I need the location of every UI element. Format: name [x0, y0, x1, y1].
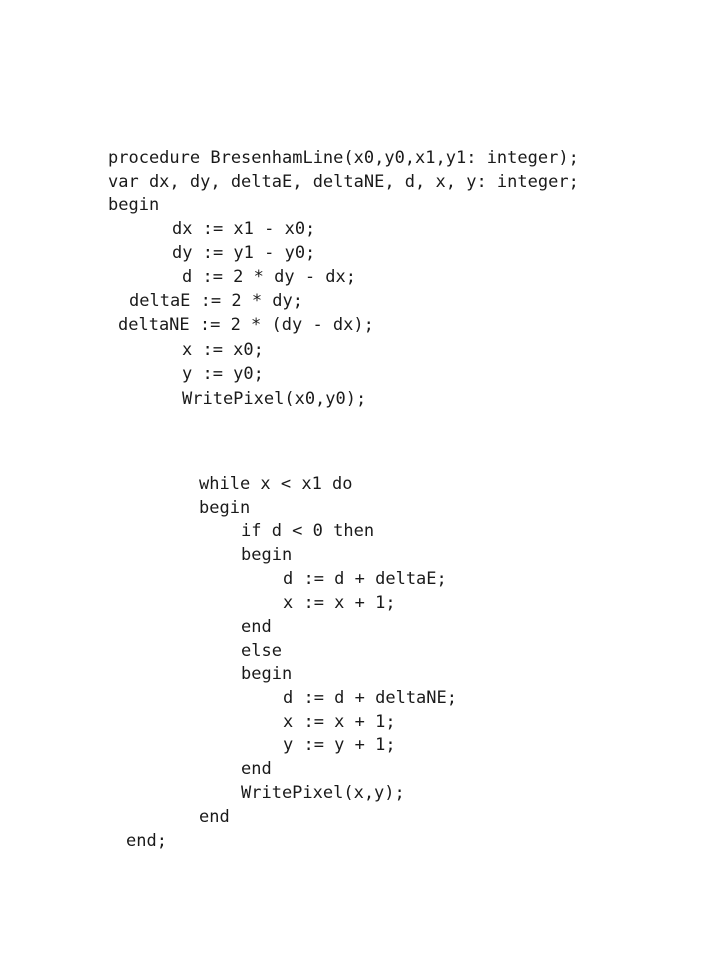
code-line: begin [241, 664, 293, 684]
end-keyword-line: end; [126, 831, 167, 851]
code-line: deltaE := 2 * dy; [129, 291, 303, 311]
code-line: WritePixel(x,y); [241, 783, 405, 803]
code-line: x := x + 1; [283, 593, 396, 613]
code-line: WritePixel(x0,y0); [182, 389, 367, 409]
code-line: y := y0; [182, 364, 264, 384]
procedure-declaration-line: procedure BresenhamLine(x0,y0,x1,y1: integer); [108, 148, 579, 168]
code-line: d := 2 * dy - dx; [182, 267, 356, 287]
code-line: end [241, 617, 272, 637]
code-line: y := y + 1; [283, 735, 396, 755]
variable-declaration-line: var dx, dy, deltaE, deltaNE, d, x, y: integer; [108, 172, 579, 192]
begin-keyword-line: begin [108, 195, 160, 215]
code-line: dx := x1 - x0; [172, 219, 316, 239]
code-line: while x < x1 do [199, 474, 353, 494]
code-line: x := x + 1; [283, 712, 396, 732]
code-line: end [241, 759, 272, 779]
code-line: else [241, 641, 282, 661]
code-line: begin [199, 498, 251, 518]
code-line: dy := y1 - y0; [172, 243, 316, 263]
code-line: x := x0; [182, 340, 264, 360]
code-line: end [199, 807, 230, 827]
code-line: d := d + deltaE; [283, 569, 447, 589]
code-line: deltaNE := 2 * (dy - dx); [118, 315, 374, 335]
code-line: d := d + deltaNE; [283, 688, 457, 708]
code-line: if d < 0 then [241, 521, 375, 541]
code-line: begin [241, 545, 293, 565]
